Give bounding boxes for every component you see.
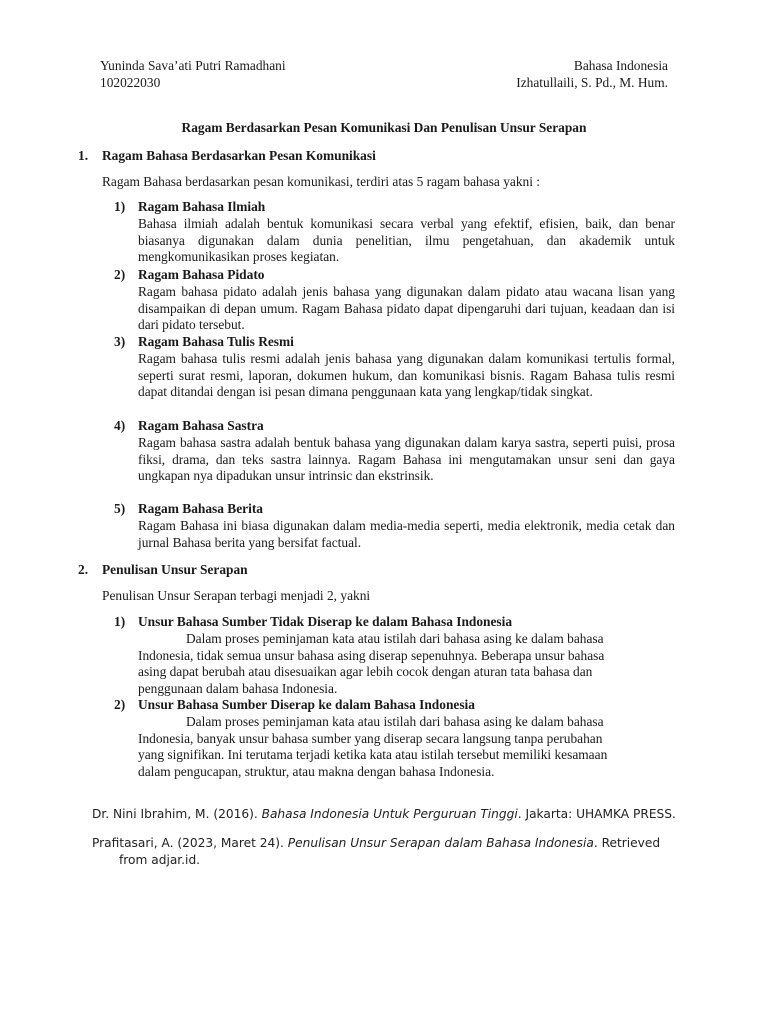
- student-id: 102022030: [100, 75, 161, 90]
- section-2-title: Penulisan Unsur Serapan: [102, 562, 248, 577]
- body-line: Bahasa ilmiah adalah bentuk komunikasi secara verbal yang efektif, efisien, baik, dan: [138, 215, 639, 231]
- list-item-heading: [114, 267, 675, 284]
- body-line: lisan yang disampaikan di depan umum. Ragam Bahasa pidato dapat dipengaruhi dari: [138, 283, 675, 316]
- document-title: Ragam Berdasarkan Pesan Komunikasi Dan Penulisan Unsur Serapan: [181, 120, 587, 135]
- list-item-title: Ragam Bahasa Pidato: [138, 267, 265, 282]
- section-1-intro: Ragam Bahasa berdasarkan pesan komunikasi, terdiri atas 5 ragam bahasa yakni :: [102, 174, 541, 189]
- body-line: untuk mengkomunikasikan proses kegiatan.: [138, 232, 675, 265]
- list-item-body: [138, 284, 675, 334]
- references: [92, 806, 676, 869]
- list-item-body: [138, 518, 675, 552]
- section-1-heading: [78, 148, 376, 165]
- header-row-2: [100, 75, 668, 92]
- body-line: [138, 714, 675, 731]
- body-line: Indonesia, banyak unsur bahasa sumber yang diserap secara langsung tanpa perubahan: [138, 730, 603, 746]
- list-item-ragam-berita: [114, 501, 675, 551]
- reference-title: Penulisan Unsur Serapan dalam Bahasa Indonesia: [287, 836, 594, 850]
- author-name: Yuninda Sava’ati Putri Ramadhani: [100, 58, 286, 73]
- list-item-title: Ragam Bahasa Ilmiah: [138, 199, 266, 214]
- list-item-heading: [114, 614, 675, 631]
- list-item-heading: [114, 501, 675, 518]
- section-2-intro: Penulisan Unsur Serapan terbagi menjadi 2, yakni: [102, 588, 371, 603]
- list-item-number: 3): [114, 334, 126, 349]
- body-line-text: Dalam proses peminjaman kata atau istilah dari bahasa asing ke dalam bahasa: [186, 713, 604, 729]
- list-item-body: [138, 631, 675, 698]
- list-item-number: 2): [114, 267, 126, 282]
- body-line: penggunaan dalam bahasa Indonesia.: [138, 681, 338, 697]
- body-line: puisi, prosa fiksi, drama, dan teks sastra lainnya. Ragam Bahasa ini mengutamakan: [138, 434, 675, 467]
- list-item-number: 2): [114, 697, 126, 712]
- list-item-body: [138, 714, 675, 781]
- body-line: yang signifikan. Ini terutama terjadi ketika kata atau istilah tersebut memiliki kesamaan: [138, 747, 608, 763]
- body-line: Ragam bahasa sastra adalah bentuk bahasa yang digunakan dalam karya sastra, seperti: [138, 434, 609, 450]
- list-item-number: 5): [114, 501, 126, 516]
- section-2-heading: [78, 562, 248, 579]
- body-line: asing dapat berubah atau disesuaikan agar lebih cocok dengan aturan tata bahasa dan: [138, 664, 593, 680]
- list-item-title: Unsur Bahasa Sumber Diserap ke dalam Bahasa Indonesia: [138, 697, 475, 712]
- body-line-text: Dalam proses peminjaman kata atau istilah dari bahasa asing ke dalam bahasa: [186, 630, 604, 646]
- list-item-heading: [114, 418, 675, 435]
- list-item-heading: [114, 199, 675, 216]
- body-line: unsur seni dan gaya ungkapan nya dipadukan unsur intrinsic dan ekstrinsik.: [138, 451, 676, 484]
- reference-text: Dr. Nini Ibrahim, M. (2016).: [92, 807, 262, 821]
- body-line: yang lengkap/tidak singkat.: [445, 384, 593, 400]
- list-item-title: Ragam Bahasa Sastra: [138, 418, 264, 433]
- list-item-number: 1): [114, 614, 126, 629]
- reference-text: . Retrieved from adjar.id.: [119, 836, 661, 867]
- reference-entry: [92, 806, 676, 823]
- list-item-title: Unsur Bahasa Sumber Tidak Diserap ke dalam Bahasa Indonesia: [138, 614, 513, 629]
- reference-title: Bahasa Indonesia Untuk Perguruan Tinggi: [261, 807, 518, 821]
- body-line: Ragam Bahasa ini biasa digunakan dalam media-media seperti, media elektronik, media: [138, 517, 619, 533]
- reference-entry: [92, 835, 676, 869]
- list-item-ragam-ilmiah: [114, 199, 675, 266]
- document-header: [100, 58, 668, 92]
- reference-text: Prafitasari, A. (2023, Maret 24).: [92, 836, 288, 850]
- list-item-body: [138, 435, 675, 485]
- section-1-title: Ragam Bahasa Berdasarkan Pesan Komunikasi: [102, 148, 376, 163]
- body-line: Ragam bahasa pidato adalah jenis bahasa yang digunakan dalam pidato atau wacana: [138, 283, 613, 299]
- body-line: tujuan, keadaan dan isi dari pidato tersebut.: [138, 300, 675, 333]
- header-row-1: [100, 58, 668, 75]
- list-item-body: [138, 351, 675, 401]
- list-item-title: Ragam Bahasa Berita: [138, 501, 263, 516]
- body-line: Ragam Bahasa tulis resmi dapat ditandai dengan isi pesan dimana penggunaan kata: [138, 367, 675, 400]
- list-item-ragam-sastra: [114, 418, 675, 485]
- list-item-ragam-pidato: [114, 267, 675, 334]
- list-item-number: 1): [114, 199, 126, 214]
- list-item-title: Ragam Bahasa Tulis Resmi: [138, 334, 294, 349]
- body-line: cetak dan jurnal Bahasa berita yang bersifat factual.: [138, 517, 675, 550]
- list-item-ragam-tulis-resmi: [114, 334, 675, 401]
- body-line: Ragam bahasa tulis resmi adalah jenis bahasa yang digunakan dalam komunikasi: [138, 350, 589, 366]
- list-item-tidak-diserap: [114, 614, 675, 698]
- body-line: Indonesia, tidak semua unsur bahasa asing diserap sepenuhnya. Beberapa unsur bahasa: [138, 647, 605, 663]
- list-item-heading: [114, 334, 675, 351]
- list-item-body: [138, 216, 675, 266]
- reference-text: . Jakarta: UHAMKA PRESS.: [517, 807, 676, 821]
- list-item-diserap: [114, 697, 675, 781]
- list-item-heading: [114, 697, 675, 714]
- body-line: [138, 631, 675, 648]
- body-line: tertulis formal, seperti surat resmi, laporan, dokumen hukum, dan komunikasi bisnis.: [138, 350, 675, 383]
- lecturer-name: Izhatullaili, S. Pd., M. Hum.: [516, 75, 668, 90]
- section-1-number: 1.: [78, 148, 89, 163]
- body-line: benar biasanya digunakan dalam dunia penelitian, ilmu pengetahuan, dan akademik: [138, 215, 675, 248]
- course-name: Bahasa Indonesia: [573, 58, 668, 73]
- body-line: dalam pengucapan, struktur, atau makna dengan bahasa Indonesia.: [138, 764, 495, 780]
- list-item-number: 4): [114, 418, 126, 433]
- section-2-number: 2.: [78, 562, 89, 577]
